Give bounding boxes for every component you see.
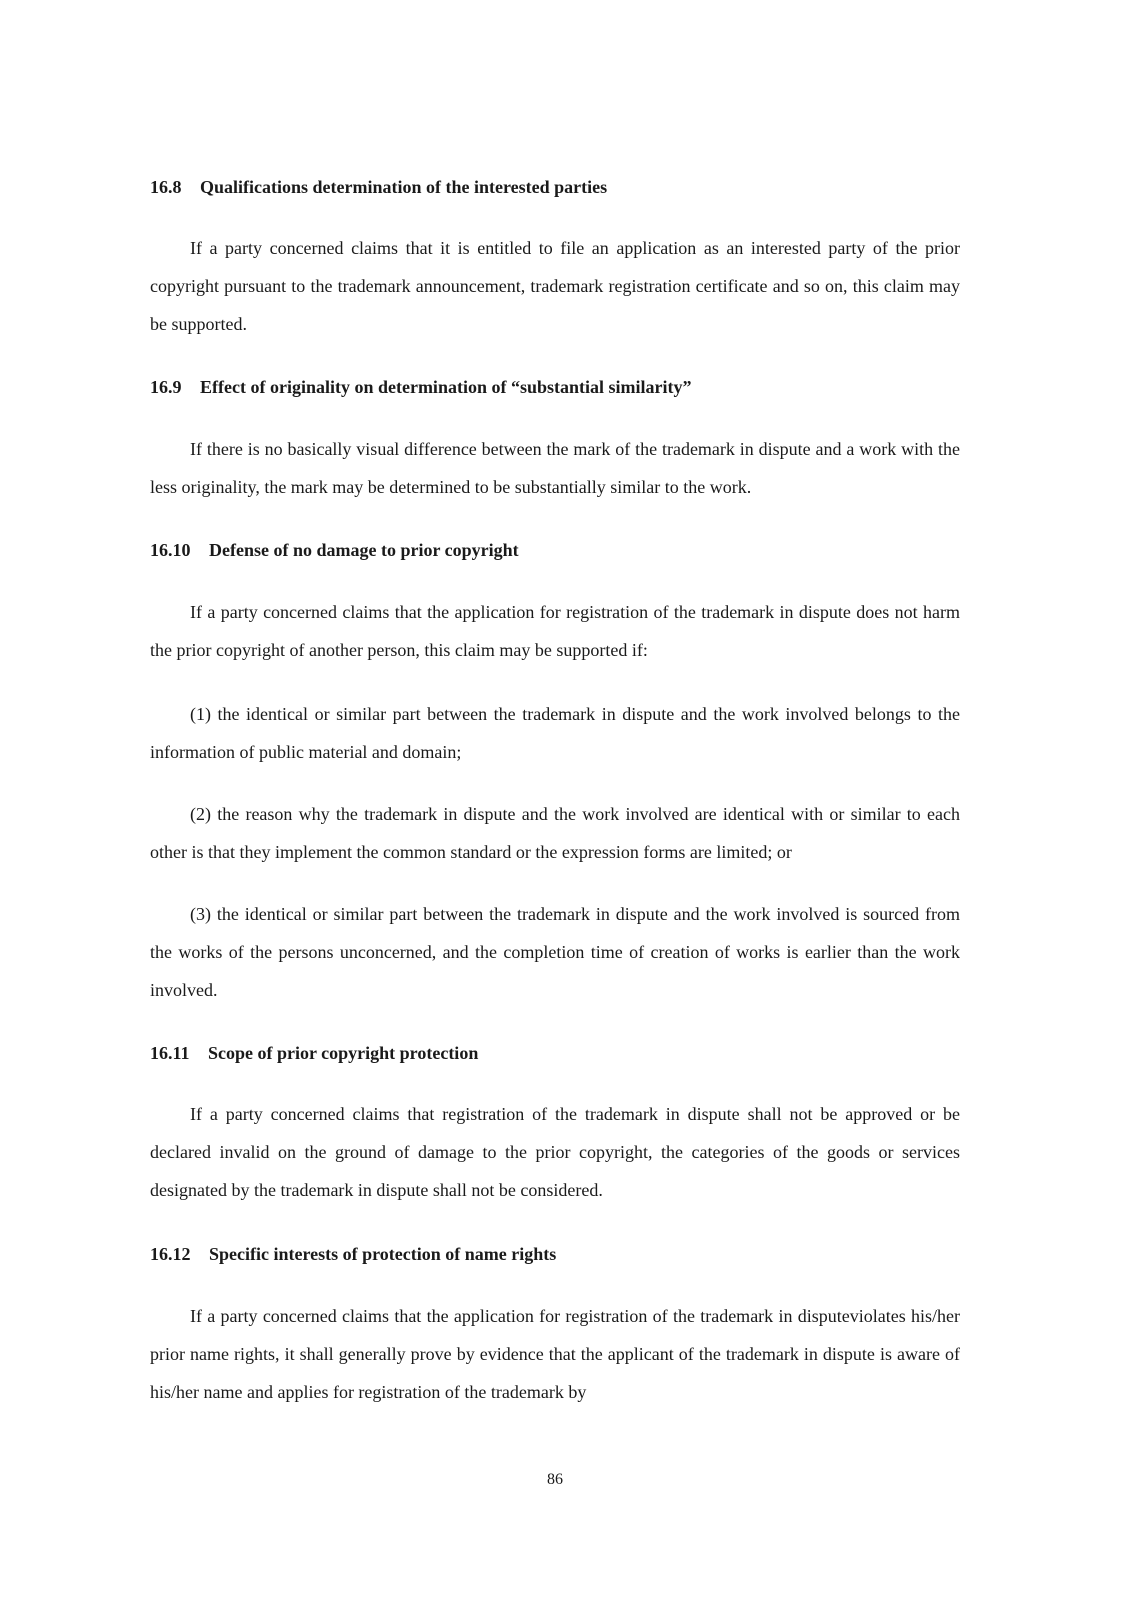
section-heading-16-11 [150, 1041, 478, 1065]
section-heading-16-12 [150, 1242, 556, 1266]
section-title: Qualifications determination of the interested parties [200, 177, 608, 197]
section-title: Defense of no damage to prior copyright [209, 540, 519, 560]
section-heading-16-10 [150, 538, 519, 562]
section-number: 16.11 [150, 1043, 190, 1063]
document-page [150, 0, 960, 1600]
section-title: Effect of originality on determination of “substantial similarity” [200, 377, 692, 397]
paragraph: If a party concerned claims that it is entitled to file an application as an interested party of the prior copyright pursuant to the trademark announcement, trademark registration certificate and so on, this claim may be supported. [150, 238, 960, 334]
paragraph: If a party concerned claims that the application for registration of the trademark in dispute does not harm the prior copyright of another person, this claim may be supported if: [150, 602, 960, 660]
list-item: (3) the identical or similar part between the trademark in dispute and the work involved is sourced from the works of the persons unconcerned, and the completion time of creation of works is earlier than the work involved. [150, 904, 960, 1000]
section-title: Scope of prior copyright protection [208, 1043, 479, 1063]
section-number: 16.10 [150, 540, 191, 560]
paragraph: If a party concerned claims that the application for registration of the trademark in disputeviolates his/her prior name rights, it shall generally prove by evidence that the applicant of the trademark in dispute is aware of his/her name and applies for registration of the trademark by [150, 1306, 960, 1402]
section-number: 16.12 [150, 1244, 191, 1264]
section-number: 16.9 [150, 377, 182, 397]
section-title: Specific interests of protection of name rights [209, 1244, 557, 1264]
list-item: (2) the reason why the trademark in dispute and the work involved are identical with or similar to each other is that they implement the common standard or the expression forms are limited; or [150, 804, 960, 862]
section-number: 16.8 [150, 177, 182, 197]
section-heading-16-8 [150, 175, 607, 199]
paragraph: If there is no basically visual difference between the mark of the trademark in dispute and a work with the less originality, the mark may be determined to be substantially similar to the work. [150, 439, 960, 497]
section-heading-16-9 [150, 375, 691, 399]
page-number: 86 [547, 1471, 563, 1488]
list-item: (1) the identical or similar part between the trademark in dispute and the work involved belongs to the information of public material and domain; [150, 704, 960, 762]
paragraph: If a party concerned claims that registration of the trademark in dispute shall not be approved or be declared invalid on the ground of damage to the prior copyright, the categories of the goods or services designated by the trademark in dispute shall not be considered. [150, 1104, 960, 1200]
